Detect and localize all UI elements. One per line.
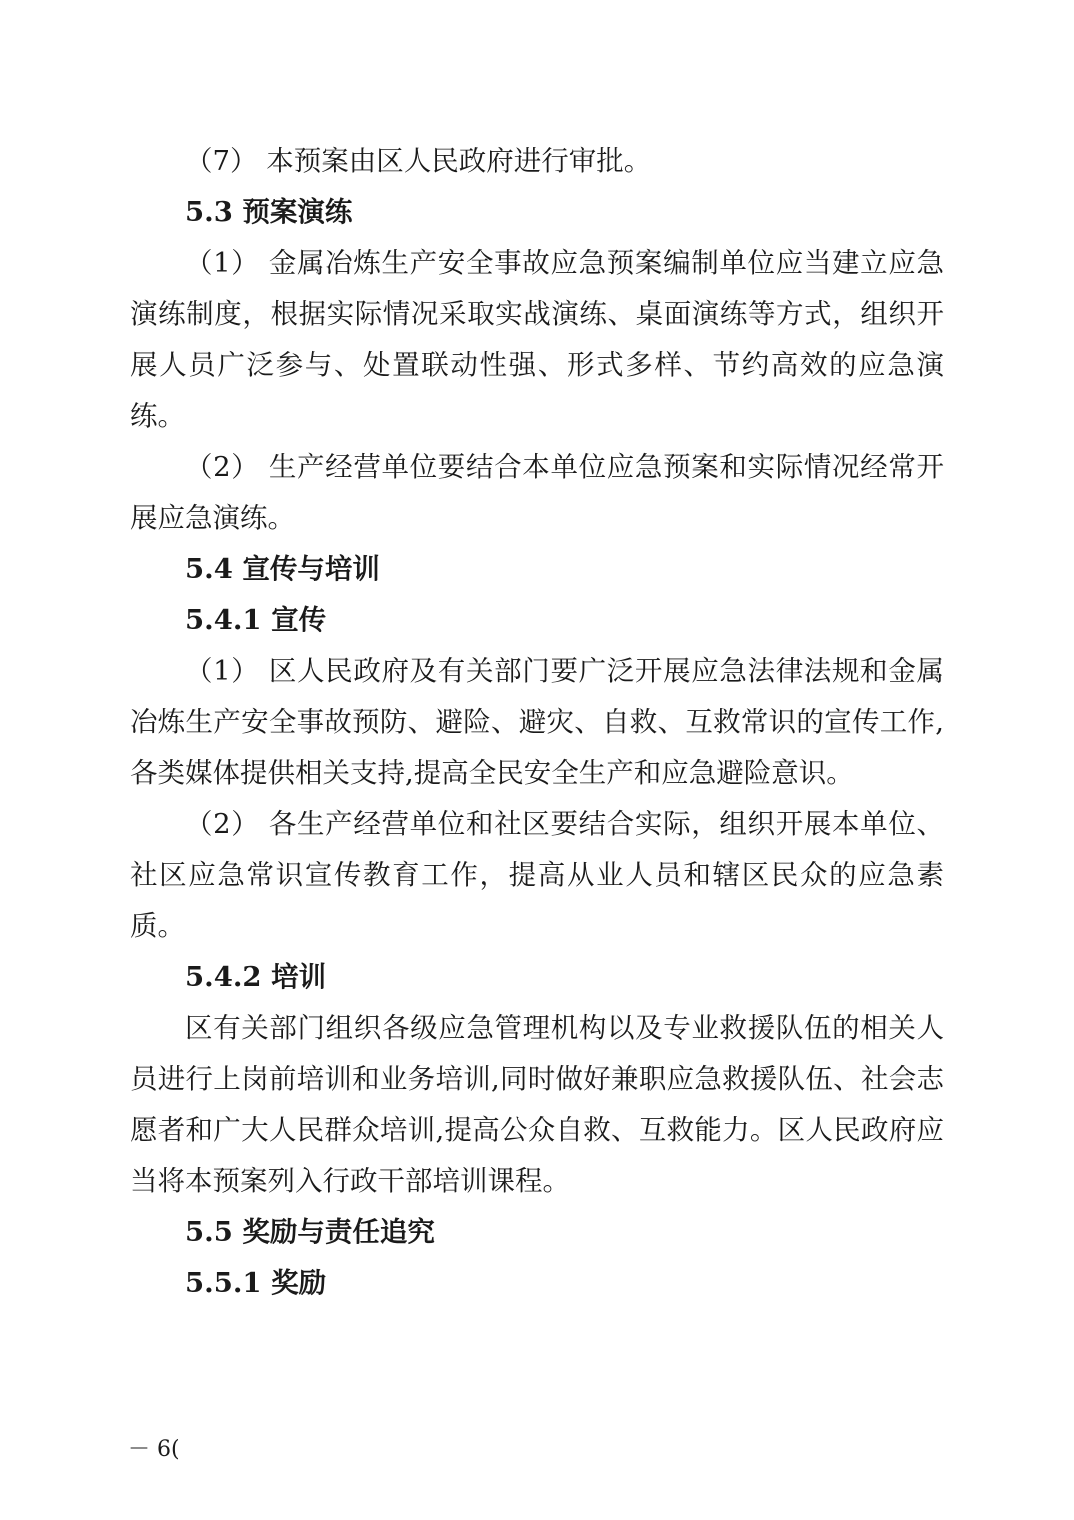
document-body bbox=[130, 136, 944, 1309]
heading-5-5-1: 5.5.1 奖励 bbox=[185, 1267, 327, 1299]
heading-5-4-2: 5.4.2 培训 bbox=[185, 961, 327, 993]
heading-5-5: 5.5 奖励与责任追究 bbox=[185, 1216, 435, 1248]
page-number: － 6( bbox=[128, 1437, 180, 1462]
paragraph-publicity-2: （2） 各生产经营单位和社区要结合实际，组织开展本单位、社区应急常识宣传教育工作，提高从业人员和辖区民众的应急素质。 bbox=[130, 808, 944, 942]
heading-5-4: 5.4 宣传与培训 bbox=[185, 553, 380, 585]
heading-5-3: 5.3 预案演练 bbox=[185, 196, 353, 228]
heading-5-4-1: 5.4.1 宣传 bbox=[185, 604, 327, 636]
paragraph-drill-2: （2） 生产经营单位要结合本单位应急预案和实际情况经常开展应急演练。 bbox=[130, 451, 944, 534]
paragraph-approval: （7） 本预案由区人民政府进行审批。 bbox=[185, 145, 652, 177]
paragraph-drill-1: （1） 金属冶炼生产安全事故应急预案编制单位应当建立应急演练制度，根据实际情况采取实战演练、桌面演练等方式，组织开展人员广泛参与、处置联动性强、形式多样、节约高效的应急演练。 bbox=[130, 247, 944, 432]
paragraph-training: 区有关部门组织各级应急管理机构以及专业救援队伍的相关人员进行上岗前培训和业务培训,同时做好兼职应急救援队伍、社会志愿者和广大人民群众培训,提高公众自救、互救能力。区人民政府应当将本预案列入行政干部培训课程。 bbox=[130, 1012, 944, 1197]
paragraph-publicity-1: （1） 区人民政府及有关部门要广泛开展应急法律法规和金属冶炼生产安全事故预防、避险、避灾、自救、互救常识的宣传工作,各类媒体提供相关支持,提高全民安全生产和应急避险意识。 bbox=[130, 655, 944, 789]
